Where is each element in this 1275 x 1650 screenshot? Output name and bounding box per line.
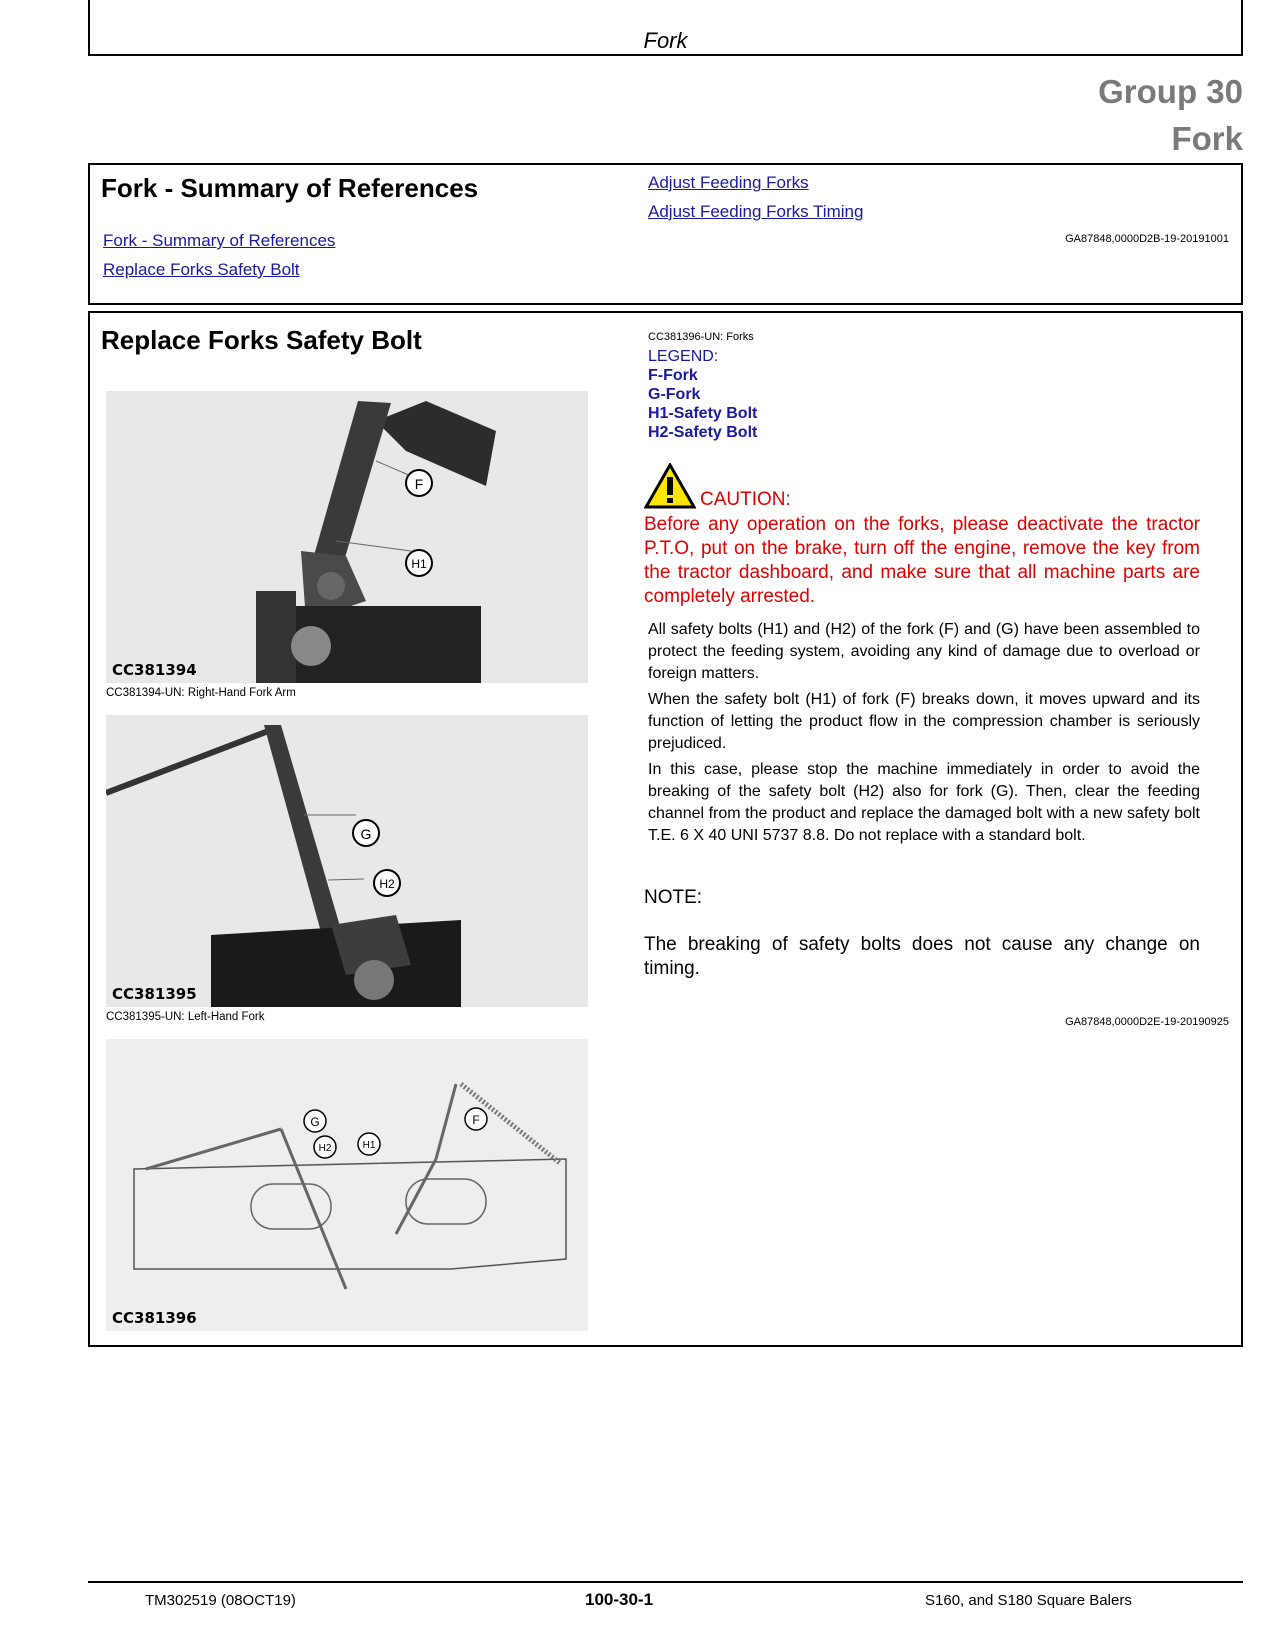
replace-ref-code: GA87848,0000D2E-19-20190925 — [1065, 1016, 1229, 1028]
note-label: NOTE: — [644, 887, 703, 908]
figure-right-hand-fork-arm — [106, 391, 588, 683]
callout-h1: H1 — [362, 1140, 376, 1151]
forks-line-diagram — [106, 1039, 588, 1331]
link-fork-summary[interactable]: Fork - Summary of References — [103, 231, 336, 250]
link-adjust-feeding-forks-timing[interactable]: Adjust Feeding Forks Timing — [648, 202, 864, 221]
callout-h1: H1 — [411, 557, 427, 571]
figure-id: CC381394 — [112, 661, 197, 679]
legend-caption: CC381396-UN: Forks — [648, 331, 754, 343]
running-header-title: Fork — [643, 28, 688, 53]
warning-triangle-icon — [644, 463, 696, 509]
link-replace-forks-safety-bolt[interactable]: Replace Forks Safety Bolt — [103, 260, 300, 279]
callout-f: F — [414, 476, 424, 492]
callout-f: F — [472, 1113, 480, 1127]
caution-label: CAUTION: — [700, 489, 791, 510]
callout-g: G — [310, 1115, 320, 1129]
left-fork-illustration — [106, 715, 588, 1007]
summary-section — [88, 163, 1243, 305]
summary-ref-code: GA87848,0000D2B-19-20191001 — [1065, 233, 1229, 245]
footer-page-number: 100-30-1 — [585, 1590, 654, 1609]
footer-rule — [88, 1581, 1243, 1583]
figure-id: CC381395 — [112, 985, 197, 1003]
running-header — [88, 0, 1243, 56]
figure-left-hand-fork — [106, 715, 588, 1007]
replace-title: Replace Forks Safety Bolt — [101, 325, 422, 355]
legend-item: F-Fork — [648, 367, 698, 384]
callout-g: G — [360, 826, 372, 842]
figure-forks-diagram — [106, 1039, 588, 1331]
body-paragraph: In this case, please stop the machine immediately in order to avoid the breaking of the safety bolt (H2) also for fork (G). Then, clear the feeding channel from the product and replace the damaged bolt with a new safety bolt T.E. 6 X 40 UNI 5737 8.8. Do not replace with a standard bolt. — [648, 761, 1200, 844]
legend-item: H2-Safety Bolt — [648, 424, 758, 441]
summary-title: Fork - Summary of References — [101, 173, 479, 203]
body-paragraph: When the safety bolt (H1) of fork (F) breaks down, it moves upward and its function of letting the product flow in the compression chamber is seriously prejudiced. — [648, 691, 1200, 752]
figure-caption: CC381394-UN: Right-Hand Fork Arm — [106, 687, 296, 699]
group-name: Fork — [1171, 120, 1243, 157]
legend-item: G-Fork — [648, 386, 701, 403]
footer-manual-id: TM302519 (08OCT19) — [145, 1592, 296, 1609]
fork-arm-illustration — [106, 391, 588, 683]
legend — [648, 347, 757, 442]
note-text: The breaking of safety bolts does not cause any change on timing. — [644, 934, 1200, 979]
figure-id: CC381396 — [112, 1309, 197, 1327]
figure-caption: CC381395-UN: Left-Hand Fork — [106, 1011, 265, 1023]
legend-item: H1-Safety Bolt — [648, 405, 758, 422]
body-paragraph: All safety bolts (H1) and (H2) of the fork (F) and (G) have been assembled to protect the feeding system, avoiding any kind of damage due to overload or foreign matters. — [648, 621, 1200, 682]
legend-title: LEGEND: — [648, 348, 719, 365]
callout-h2: H2 — [318, 1143, 332, 1154]
footer-product: S160, and S180 Square Balers — [925, 1592, 1132, 1609]
replace-safety-bolt-section — [88, 311, 1243, 1347]
link-adjust-feeding-forks[interactable]: Adjust Feeding Forks — [648, 173, 809, 192]
group-heading — [1098, 68, 1243, 162]
callout-h2: H2 — [379, 877, 395, 891]
group-number: Group 30 — [1098, 73, 1243, 110]
caution-text: Before any operation on the forks, please deactivate the tractor P.T.O, put on the brake, turn off the engine, remove the key from the tractor dashboard, and make sure that all machine parts are completely arrested. — [644, 514, 1200, 607]
